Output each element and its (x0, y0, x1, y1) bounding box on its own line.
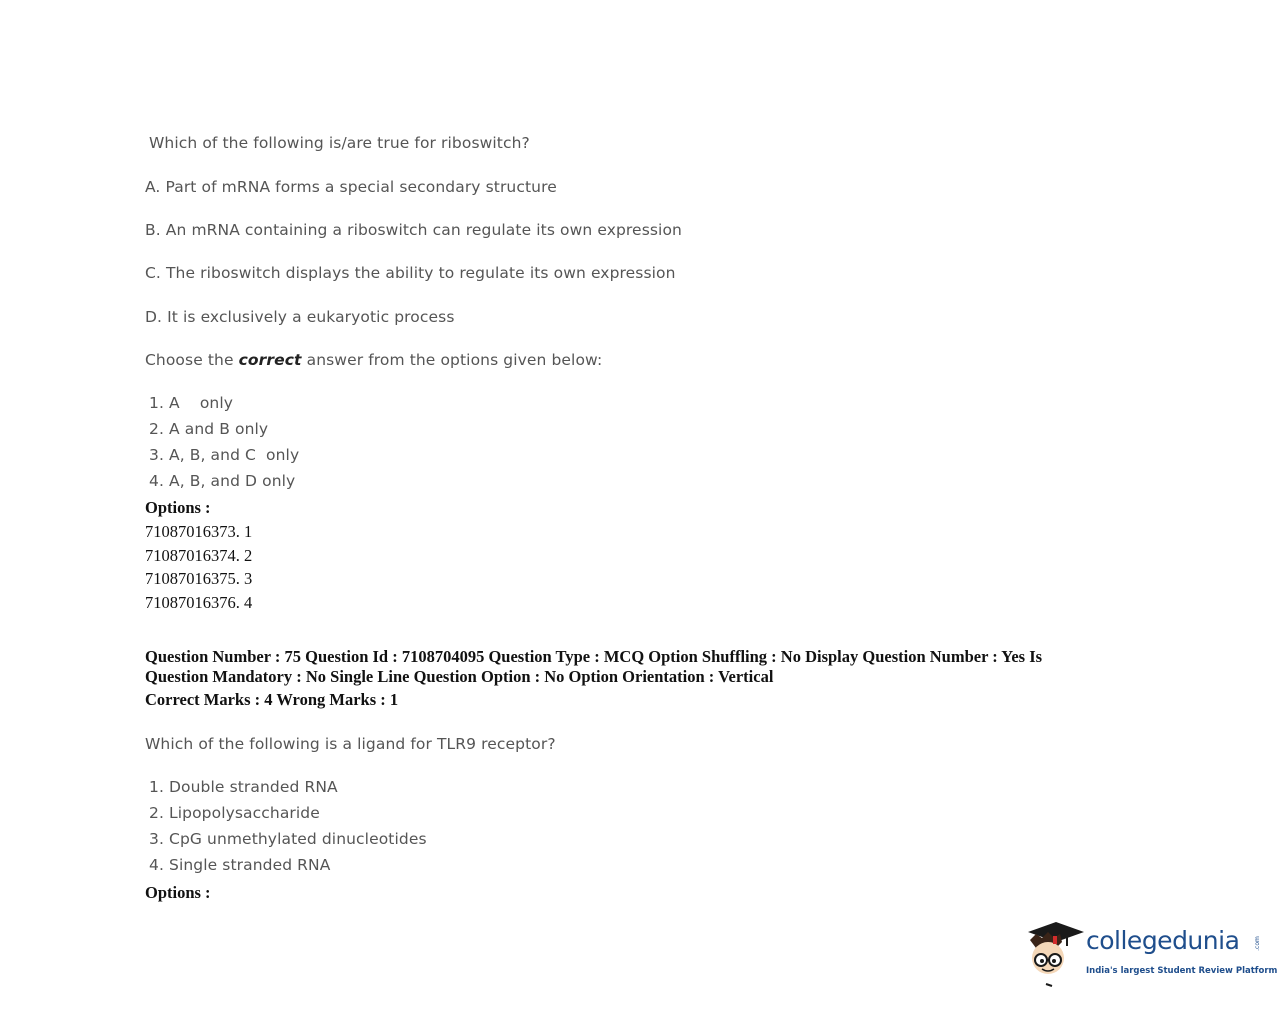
statement-a: A. Part of mRNA forms a special secondary structure (145, 178, 557, 196)
choice-75-2: 2. Lipopolysaccharide (149, 804, 320, 822)
meta-line-2: Question Mandatory : No Single Line Question Option : No Option Orientation : Vertical (145, 667, 774, 686)
logo-wordmark: collegedunia (1086, 926, 1240, 955)
choice-4: 4. A, B, and D only (149, 472, 296, 490)
question-meta (145, 647, 1105, 710)
question-text: Which of the following is/are true for riboswitch? (149, 134, 530, 152)
choose-instruction: Choose the correct answer from the options given below: (145, 351, 603, 369)
options-label-75: Options : (145, 883, 211, 902)
option-id-4: 71087016376. 4 (145, 593, 253, 612)
question-text-75: Which of the following is a ligand for TLR9 receptor? (145, 735, 556, 753)
marks-line: Correct Marks : 4 Wrong Marks : 1 (145, 690, 399, 709)
student-mascot-icon (1022, 918, 1086, 990)
choice-1: 1. A only (149, 394, 234, 412)
statement-b: B. An mRNA containing a riboswitch can regulate its own expression (145, 221, 682, 239)
options-label: Options : (145, 498, 211, 517)
option-id-2: 71087016374. 2 (145, 546, 253, 565)
choice-75-1: 1. Double stranded RNA (149, 778, 338, 796)
meta-line-1: Question Number : 75 Question Id : 7108704095 Question Type : MCQ Option Shuffling : No Display Question Number : Yes Is (145, 647, 1043, 666)
collegedunia-logo (1022, 918, 1278, 990)
option-id-1: 71087016373. 1 (145, 522, 253, 541)
option-id-3: 71087016375. 3 (145, 569, 253, 588)
logo-tagline: India's largest Student Review Platform (1086, 966, 1278, 976)
statement-d: D. It is exclusively a eukaryotic process (145, 308, 455, 326)
choice-75-3: 3. CpG unmethylated dinucleotides (149, 830, 427, 848)
statement-c: C. The riboswitch displays the ability to regulate its own expression (145, 264, 676, 282)
choice-2: 2. A and B only (149, 420, 269, 438)
logo-domain: .com (1253, 936, 1261, 951)
choice-75-4: 4. Single stranded RNA (149, 856, 331, 874)
choice-3: 3. A, B, and C only (149, 446, 300, 464)
